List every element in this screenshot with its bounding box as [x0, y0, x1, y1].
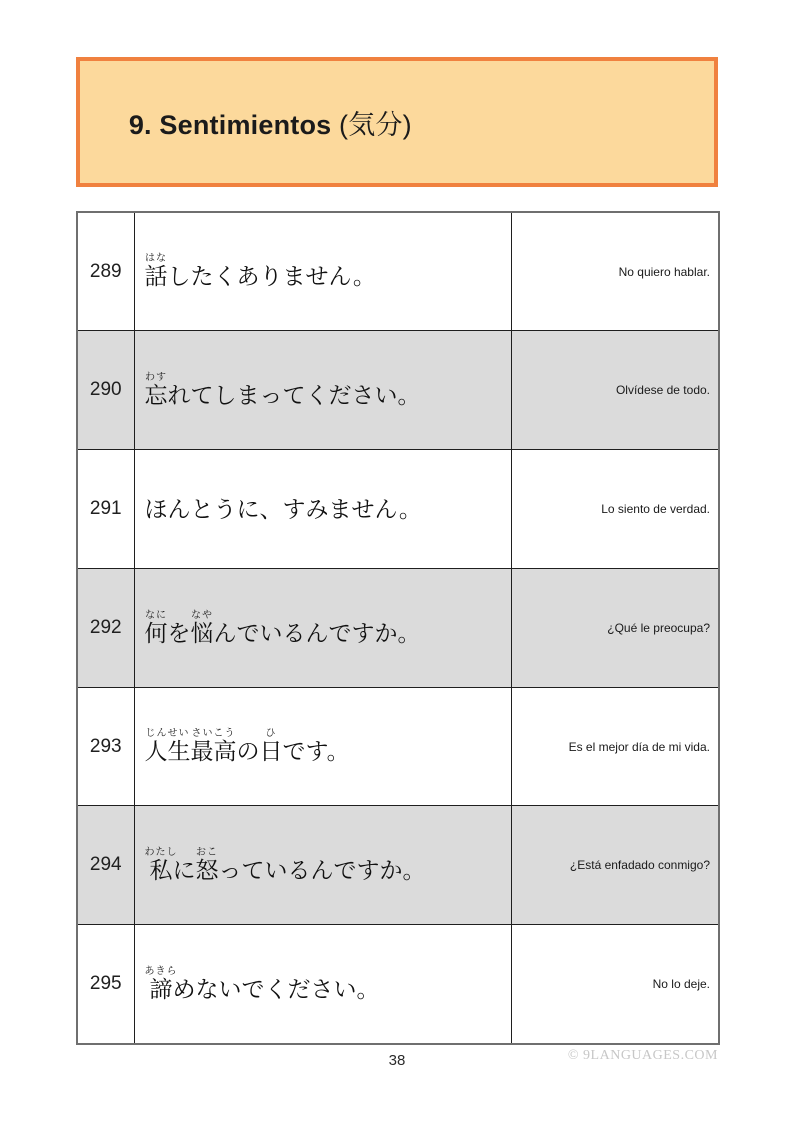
phrase-table-body	[77, 212, 719, 1044]
table-row	[77, 806, 719, 925]
table-row	[77, 212, 719, 331]
table-row	[77, 687, 719, 806]
row-number: 294	[77, 806, 134, 925]
furigana-reading: じんせい	[144, 728, 191, 740]
furigana-segment: 最高さいこう	[190, 728, 237, 765]
japanese-phrase	[134, 687, 511, 806]
japanese-phrase	[134, 450, 511, 569]
page-title-main: 9. Sentimientos	[128, 109, 332, 140]
furigana-segment: 話はな	[144, 253, 168, 290]
furigana-reading: さいこう	[190, 728, 237, 740]
phrase-text: です。	[282, 738, 350, 765]
furigana-reading: なや	[190, 609, 214, 621]
furigana-reading: はな	[144, 253, 168, 265]
japanese-phrase	[134, 806, 511, 925]
spanish-translation: ¿Qué le preocupa?	[511, 568, 719, 687]
spanish-translation: ¿Está enfadado conmigo?	[511, 806, 719, 925]
phrase-table	[76, 211, 720, 1045]
japanese-phrase	[134, 331, 511, 450]
japanese-phrase	[134, 925, 511, 1044]
table-row	[77, 925, 719, 1044]
spanish-translation: No quiero hablar.	[511, 212, 719, 331]
spanish-translation: Es el mejor día de mi vida.	[511, 687, 719, 806]
japanese-phrase	[134, 568, 511, 687]
phrase-text: ほんとうに、すみません。	[144, 495, 422, 522]
row-number: 291	[77, 450, 134, 569]
row-number: 295	[77, 925, 134, 1044]
furigana-reading: あきら	[144, 965, 178, 977]
phrase-text: したくありません。	[167, 263, 376, 290]
row-number: 290	[77, 331, 134, 450]
furigana-segment: 悩なや	[190, 609, 214, 646]
phrase-text: の	[236, 738, 260, 765]
copyright: © 9LANGUAGES.COM	[567, 1048, 718, 1063]
furigana-segment: 忘わす	[144, 371, 168, 408]
page-number: 38	[388, 1052, 406, 1069]
furigana-segment: 人生じんせい	[144, 728, 191, 765]
section-header-box	[76, 57, 718, 187]
furigana-segment: 私わたし	[144, 847, 178, 884]
furigana-segment: 怒おこ	[195, 847, 219, 884]
phrase-text: っているんですか。	[218, 857, 426, 884]
furigana-segment: 日ひ	[259, 728, 283, 765]
phrase-text: れてしまってください。	[167, 381, 421, 408]
phrase-text: んでいるんですか。	[213, 619, 421, 646]
furigana-segment: 何なに	[144, 609, 168, 646]
page-title	[80, 72, 412, 173]
spanish-translation: Lo siento de verdad.	[511, 450, 719, 569]
furigana-reading: おこ	[195, 847, 219, 859]
table-row	[77, 450, 719, 569]
furigana-reading: なに	[144, 609, 168, 621]
row-number: 289	[77, 212, 134, 331]
phrase-text: に	[172, 857, 196, 884]
furigana-segment: 諦あきら	[144, 965, 178, 1002]
furigana-reading: わす	[144, 371, 168, 383]
table-row	[77, 568, 719, 687]
spanish-translation: Olvídese de todo.	[511, 331, 719, 450]
table-row	[77, 331, 719, 450]
phrase-text: めないでください。	[172, 975, 380, 1002]
furigana-reading: ひ	[259, 728, 283, 740]
row-number: 293	[77, 687, 134, 806]
phrase-text: を	[167, 619, 191, 646]
spanish-translation: No lo deje.	[511, 925, 719, 1044]
row-number: 292	[77, 568, 134, 687]
page-title-japanese: (気分)	[331, 109, 412, 140]
furigana-reading: わたし	[144, 847, 178, 859]
japanese-phrase	[134, 212, 511, 331]
